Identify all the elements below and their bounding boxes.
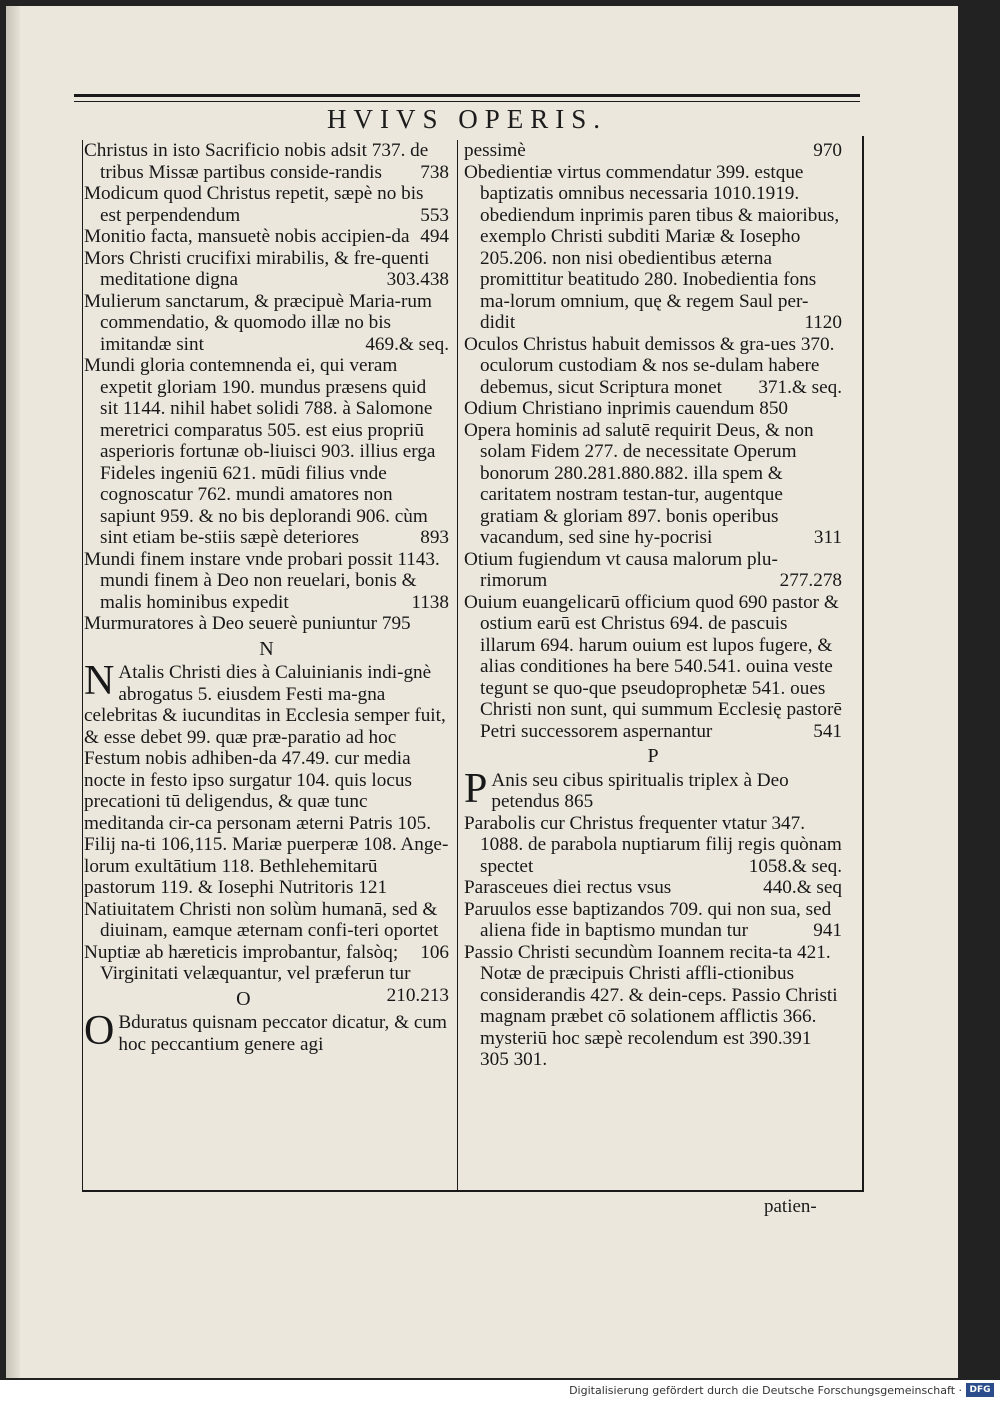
entry-page-ref: 738 bbox=[420, 161, 449, 183]
entry-page-ref: 440.& seq bbox=[763, 877, 842, 898]
entry-page-ref: 541 bbox=[813, 720, 842, 742]
entry-text: Christus in isto Sacrificio nobis adsit 737. de tribus Missæ partibus conside-randis bbox=[84, 140, 429, 183]
entry-text: Monitio facta, mansuetè nobis accipien-da bbox=[84, 226, 410, 247]
entry-text: Modicum quod Christus repetit, sæpè no bis est perpendendum bbox=[84, 183, 424, 226]
right-column bbox=[464, 140, 842, 1071]
footer-credit: Digitalisierung gefördert durch die Deutsche Forschungsgemeinschaft · bbox=[569, 1384, 962, 1397]
catchword: patien- bbox=[764, 1196, 817, 1217]
index-entry bbox=[84, 613, 449, 635]
letter-heading-o: O bbox=[236, 987, 251, 1010]
entry-text: Passio Christi secundùm Ioannem recita-ta 421. Notæ de præcipuis Christi affli-ctionibus considerandis 427. & dein-ceps. Passio Christi magnam præbet cō solationem afflictis 366. mysteriū hoc sæpè recolendum est 390.391 305 301. bbox=[464, 941, 838, 1070]
right-entries-o bbox=[464, 140, 842, 742]
entry-page-ref: 1058.& seq. bbox=[748, 855, 842, 877]
index-entry bbox=[84, 549, 449, 614]
entry-text: Otium fugiendum vt causa malorum plu-rimorum bbox=[464, 548, 778, 591]
entry-text: Mundi gloria contemnenda ei, qui veram expetit gloriam 190. mundus præsens quid sit 1144. nihil habet solidi 788. à Salomone meretrici comparatus 505. est eius propriū asperioris fortunæ ob-liuisci 903. illius erga Fideles ingeniū 621. mūdi filius vnde cognoscatur 762. mundi amatores non sapiunt 959. & no bis deplorandi 906. cùm sint etiam be-stiis sæpè deteriores bbox=[84, 355, 436, 548]
left-column bbox=[84, 140, 449, 1055]
entry-text: Natiuitatem Christi non solùm humanā, sed & diuinam, eamque æternam confi-teri oportet bbox=[84, 898, 439, 941]
entry-page-ref: 1120 bbox=[804, 312, 842, 333]
right-entries-p bbox=[464, 765, 842, 1071]
entry-text: Obedientiæ virtus commendatur 399. estque baptizatis omnibus necessaria 1010.1919. obediendum inprimis paren tibus & maioribus, exemplo Christi subditi Mariæ & Iosepho 205.206. non nisi obedientibus æterna promittitur beatitudo 280. Inobedientia fons ma-lorum omnium, quę & regem Saul per-didit bbox=[464, 161, 840, 333]
dropcap: P bbox=[464, 765, 488, 812]
entry-text: Mulierum sanctarum, & præcipuè Maria-rum commendatio, & quomodo illæ no bis imitandæ sint bbox=[84, 290, 432, 355]
entry-text: Atalis Christi dies à Caluinianis indi-gnè abrogatus 5. eiusdem Festi ma-gna celebritas & iucunditas in Ecclesia semper fuit, & esse debet 99. quæ præ-paratio ad hoc Festum nobis adhiben-da 47.49. cur media nocte in festo ipso surgatur 104. quis locus precationi tū deligendus, & quæ tunc meditanda cir-ca personam æterni Patris 105. Filij na-ti 106,115. Mariæ puerperæ 108. Ange-lorum exultātium 118. Bethlehemitarū pastorum 119. & Iosephi Nutritoris 121 bbox=[84, 662, 449, 898]
index-entry bbox=[84, 248, 449, 291]
entry-text: Opera hominis ad salutē requirit Deus, & non solam Fidem 277. de necessitate Operum bonorum 280.281.880.882. illa spem & caritatem nostram testan-tur, augentque gratiam & gloriam 897. bonis operibus vacandum, sed sine hy-pocrisi bbox=[464, 419, 814, 548]
dropcap: N bbox=[84, 658, 115, 704]
entry-text: Ouium euangelicarū officium quod 690 pastor & ostium earū est Christus 694. de pascuis illarum 694. harum ouium est lupos fugere, & alias conditiones ha bere 540.541. ouina veste tegunt se quo-que pseudoprophetæ 541. oues Christi non sunt, qui summum Ecclesię pastorē Petri successorem aspernantur bbox=[464, 591, 842, 742]
dfg-logo: DFG bbox=[966, 1383, 994, 1397]
running-head: HVIVS OPERIS. bbox=[326, 104, 608, 134]
index-entry bbox=[464, 899, 842, 942]
entry-text: Parasceues diei rectus vsus bbox=[464, 877, 672, 898]
letter-heading-p: P bbox=[647, 745, 659, 767]
entry-text: Anis seu cibus spiritualis triplex à Deo petendus bbox=[491, 769, 789, 812]
index-entry bbox=[84, 140, 449, 183]
index-entry bbox=[84, 941, 449, 1006]
index-entry bbox=[464, 549, 842, 592]
header-rule bbox=[74, 94, 860, 97]
index-entry bbox=[464, 813, 842, 878]
index-entry-obduratus bbox=[84, 1008, 449, 1055]
entry-text: pessimè bbox=[464, 140, 526, 161]
entry-text: Oculos Christus habuit demissos & gra-ues 370. oculorum custodiam & nos se-dulam habere debemus, sicut Scriptura monet bbox=[464, 333, 835, 398]
entry-text: Odium Christiano inprimis cauendum 850 bbox=[464, 398, 789, 419]
index-entry bbox=[464, 334, 842, 399]
left-entries-m bbox=[84, 140, 449, 635]
entry-page-ref: 865 bbox=[564, 791, 594, 812]
index-entry bbox=[464, 140, 842, 162]
entry-text: Parabolis cur Christus frequenter vtatur 347. 1088. de parabola nuptiarum filij regis quònam spectet bbox=[464, 812, 842, 877]
entry-page-ref: 494 bbox=[420, 226, 449, 247]
entry-page-ref: 277.278 bbox=[779, 570, 842, 591]
index-entry bbox=[464, 592, 842, 743]
index-entry bbox=[464, 420, 842, 549]
frame-right-rule bbox=[862, 136, 864, 1192]
entry-page-ref: 1138 bbox=[411, 591, 449, 613]
bottom-rule bbox=[82, 1190, 862, 1192]
entry-page-ref: 553 bbox=[420, 204, 449, 226]
entry-text: Murmuratores à Deo seuerè puniuntur 795 bbox=[84, 613, 411, 634]
entry-text: Mundi finem instare vnde probari possit 1143. mundi finem à Deo non reuelari, bonis & malis hominibus expedit bbox=[84, 548, 440, 613]
frame-left-rule bbox=[82, 140, 83, 1192]
index-entry bbox=[464, 942, 842, 1071]
entry-page-ref: 303.438 bbox=[386, 269, 449, 290]
index-entry bbox=[84, 658, 449, 899]
letter-heading-n: N bbox=[259, 637, 274, 660]
column-divider bbox=[457, 140, 458, 1192]
left-entries-n bbox=[84, 658, 449, 1006]
index-entry bbox=[464, 162, 842, 334]
entry-page-ref: 210.213 bbox=[386, 984, 449, 1006]
entry-page-ref: 941 bbox=[813, 920, 842, 941]
entry-text: Bduratus quisnam peccator dicatur, & cum hoc peccantium genere agi bbox=[118, 1012, 447, 1055]
index-entry bbox=[84, 291, 449, 356]
index-entry bbox=[464, 765, 842, 813]
entry-page-ref: 371.& seq. bbox=[758, 376, 842, 398]
entry-page-ref: 893 bbox=[420, 527, 449, 548]
index-entry bbox=[464, 877, 842, 899]
entry-text: Nuptiæ ab hæreticis improbantur, falsòq; Virginitati velæquantur, vel præferun tur bbox=[84, 941, 411, 984]
index-entry bbox=[84, 183, 449, 226]
entry-text: Mors Christi crucifixi mirabilis, & fre-quenti meditatione digna bbox=[84, 247, 430, 290]
entry-page-ref: 311 bbox=[813, 527, 842, 548]
page-gutter-shadow bbox=[6, 6, 20, 1378]
entry-page-ref: 106 bbox=[420, 941, 449, 963]
entry-text: Paruulos esse baptizandos 709. qui non sua, sed aliena fide in baptismo mundan tur bbox=[464, 898, 832, 941]
entry-page-ref: 469.& seq. bbox=[365, 333, 449, 355]
index-entry bbox=[464, 398, 842, 420]
entry-page-ref: 970 bbox=[813, 140, 842, 161]
index-entry bbox=[84, 226, 449, 248]
dropcap-o: O bbox=[84, 1008, 115, 1054]
header-rule-thin bbox=[74, 101, 860, 102]
index-entry bbox=[84, 355, 449, 549]
